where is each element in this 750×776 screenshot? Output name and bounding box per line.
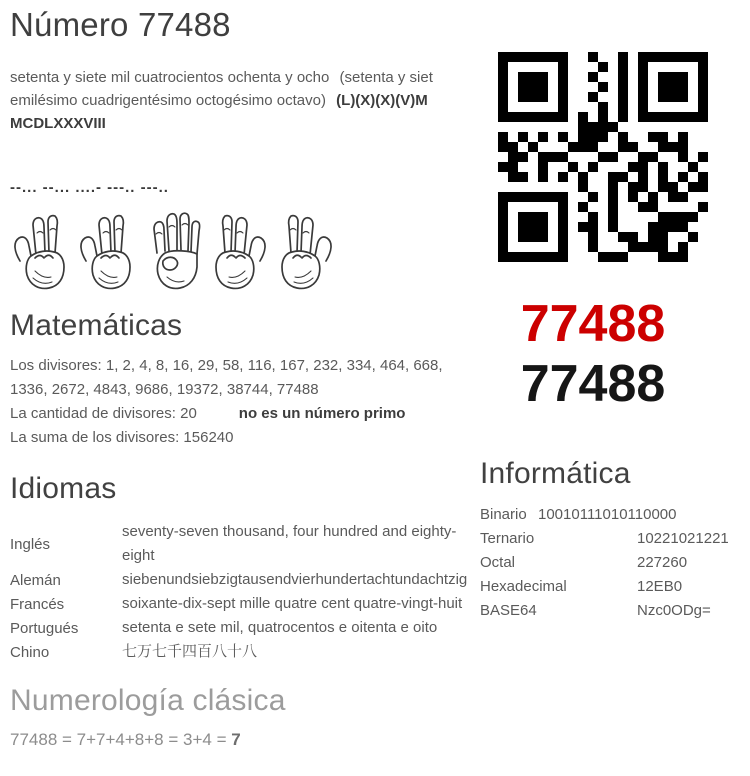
formula-expression: 77488 = 7+7+4+8+8 = 3+4 = — [10, 730, 232, 749]
informatica-heading: Informática — [480, 457, 631, 490]
language-name: Portugués — [10, 619, 79, 637]
hand-sign-8 — [274, 209, 336, 293]
page-title: Número 77488 — [10, 6, 231, 43]
language-name: Chino — [10, 643, 50, 661]
divisor-count-line — [10, 402, 468, 426]
base-value: 10010111010110000 — [538, 506, 677, 523]
languages-table — [10, 520, 472, 664]
idiomas-heading: Idiomas — [10, 472, 117, 505]
morse-code: --... --... ....- ---.. ---.. — [10, 179, 169, 196]
number-black: 77488 — [520, 355, 666, 413]
language-value: soixante-dix-sept mille quatre cent quatre-vingt-huit — [122, 595, 463, 612]
base-name: Octal — [480, 554, 516, 571]
matematicas-heading: Matemáticas — [10, 309, 183, 342]
language-value: siebenundsiebzigtausendvierhundertachtundachtzig — [122, 571, 468, 588]
roman-numeral-part1: (L)(X)(X)(V)M — [336, 92, 428, 109]
table-row — [10, 568, 472, 592]
number-in-words: setenta y siete mil cuatrocientos ochenta y ocho — [10, 69, 330, 86]
table-row — [480, 551, 750, 575]
divisors-list: Los divisores: 1, 2, 4, 8, 16, 29, 58, 116, 167, 232, 334, 464, 668, 1336, 2672, 4843, 9686, 19372, 38744, 77488 — [10, 357, 443, 398]
hand-sign-8 — [208, 209, 270, 293]
hand-signs — [10, 209, 468, 293]
informatica-table — [480, 503, 750, 623]
roman-numeral-part2: MCDLXXXVIII — [10, 115, 106, 132]
divisor-count: La cantidad de divisores: 20 — [10, 405, 197, 422]
language-name: Alemán — [10, 571, 61, 589]
base-name: Hexadecimal — [480, 578, 567, 595]
table-row — [10, 616, 472, 640]
language-name: Inglés — [10, 535, 51, 553]
qr-code — [498, 52, 708, 262]
table-row — [480, 599, 750, 623]
formula-result: 7 — [231, 730, 241, 749]
divisor-sum-line: La suma de los divisores: 156240 — [10, 429, 234, 446]
hand-sign-7 — [10, 209, 72, 293]
table-row — [480, 503, 750, 527]
base-name: Binario — [480, 506, 527, 523]
base-name: BASE64 — [480, 602, 537, 619]
hand-sign-7 — [76, 209, 138, 293]
table-row — [480, 527, 750, 551]
language-value: setenta e sete mil, quatrocentos e oitenta e oito — [122, 619, 438, 636]
numerologia-heading: Numerología clásica — [10, 684, 286, 717]
language-value: 七万七千四百八十八 — [122, 643, 258, 660]
numerologia-formula — [10, 730, 750, 750]
base-value: 10221021221 — [637, 530, 729, 547]
table-row — [480, 575, 750, 599]
base-value: 12EB0 — [637, 578, 683, 595]
base-value: 227260 — [637, 554, 688, 571]
right-column — [468, 0, 750, 664]
table-row — [10, 640, 472, 664]
number-description — [10, 66, 468, 135]
hand-sign-4 — [142, 209, 204, 293]
number-red: 77488 — [520, 295, 666, 353]
table-row — [10, 520, 472, 568]
not-prime-label: no es un número primo — [238, 405, 406, 422]
table-row — [10, 592, 472, 616]
ordinal-in-words: (setenta y siet emilésimo cuadrigentésimo octogésimo octavo) — [10, 69, 433, 109]
language-name: Francés — [10, 595, 65, 613]
base-name: Ternario — [480, 530, 535, 547]
base-value: Nzc0ODg= — [637, 602, 711, 619]
language-value: seventy-seven thousand, four hundred and eighty-eight — [122, 523, 457, 564]
